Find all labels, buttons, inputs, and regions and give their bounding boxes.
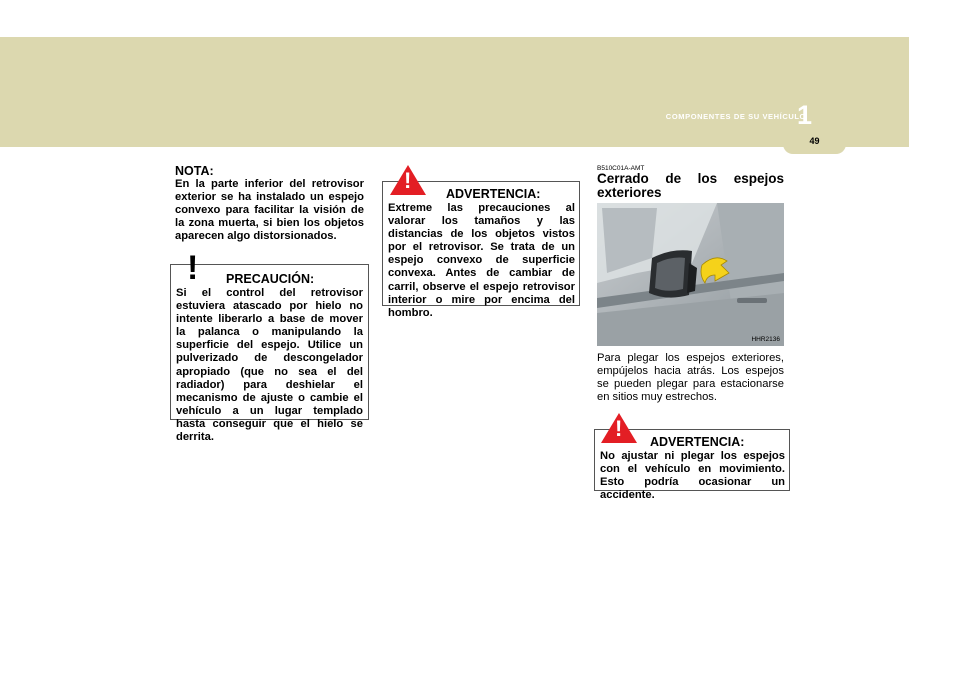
- warning-title: ADVERTENCIA:: [446, 187, 541, 201]
- note-block: [175, 164, 364, 243]
- caution-body: Si el control del retrovisor estuviera atascado por hielo no intente liberarlo a base de mover la palanca o manipulando la superficie del espejo. Utilice un pulverizado de descongelador apropiado (que no sea el del radiador) para deshielar el mecanismo de ajuste o cambie el vehículo a un lugar templado hasta conseguir que el hielo se derrita.: [176, 287, 363, 444]
- caution-box: [170, 249, 369, 444]
- chapter-number: 1: [797, 100, 813, 130]
- warning-title: ADVERTENCIA:: [650, 435, 745, 449]
- warning-body: No ajustar ni plegar los espejos con el vehículo en movimiento. Esto podría ocasionar un accidente.: [600, 450, 785, 502]
- note-title: NOTA:: [175, 164, 214, 178]
- mirror-illustration: [597, 203, 784, 346]
- exclamation-icon: !: [187, 249, 199, 287]
- section-title-line1: Cerrado de los espejos: [597, 171, 784, 186]
- image-code: HHR2136: [751, 336, 780, 343]
- warning-triangle-icon: [601, 413, 637, 443]
- warning-box-fold: [594, 416, 790, 502]
- section-title-line2: exteriores: [597, 185, 662, 200]
- header-band: [0, 37, 909, 147]
- page-number: 49: [809, 136, 820, 146]
- warning-triangle-icon: [390, 165, 426, 195]
- warning-box-convex: [382, 168, 580, 319]
- caution-title: PRECAUCIÓN:: [226, 272, 315, 286]
- folding-mirror-photo: [597, 203, 784, 346]
- warning-mark: !: [404, 168, 412, 193]
- warning-body: Extreme las precauciones al valorar los tamaños y las distancias de los objetos vistos por el retrovisor. Se trata de un espejo convexo de superficie convexa. Antes de cambiar de carril, observe el espejo retrovisor interior o mire por encima del hombro.: [388, 202, 575, 319]
- section-code: B510C01A-AMT: [597, 165, 645, 172]
- note-body: En la parte inferior del retrovisor exterior se ha instalado un espejo convexo para facilitar la visión de la zona muerta, si bien los objetos aparecen algo distorsionados.: [175, 178, 364, 243]
- section-body: Para plegar los espejos exteriores, empújelos hacia atrás. Los espejos se pueden plegar para estacionarse en sitios muy estrechos.: [597, 352, 784, 404]
- section-title: [597, 172, 784, 200]
- warning-mark: !: [615, 416, 623, 441]
- chapter-label: COMPONENTES DE SU VEHÍCULO: [665, 112, 806, 121]
